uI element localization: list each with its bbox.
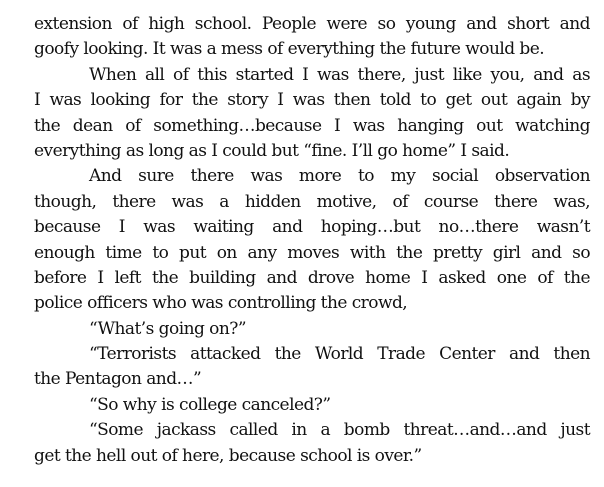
text-line: “Some jackass called in a bomb threat…and…and just: [89, 420, 590, 441]
text-line: “What’s going on?”: [89, 318, 246, 339]
text-line: I was looking for the story I was then told to get out again by: [34, 90, 590, 111]
text-line: because I was waiting and hoping…but no…there wasn’t: [34, 217, 590, 238]
text-line: the dean of something…because I was hanging out watching: [34, 115, 590, 136]
text-line: extension of high school. People were so young and short and: [34, 14, 590, 34]
body-text: [34, 12, 590, 469]
text-line: though, there was a hidden motive, of course there was,: [34, 191, 590, 212]
text-line: get the hell out of here, because school is over.”: [34, 445, 422, 466]
text-line: before I left the building and drove home I asked one of the: [34, 267, 590, 288]
text-line: goofy looking. It was a mess of everything the future would be.: [34, 39, 545, 60]
text-line: And sure there was more to my social observation: [89, 166, 590, 187]
text-line: everything as long as I could but “fine. I’ll go home” I said.: [34, 140, 510, 161]
text-line: enough time to put on any moves with the pretty girl and so: [34, 242, 590, 263]
text-line: the Pentagon and…”: [34, 369, 202, 390]
text-line: police officers who was controlling the crowd,: [34, 293, 408, 314]
text-line: “So why is college canceled?”: [89, 394, 331, 415]
text-line: When all of this started I was there, just like you, and as: [89, 64, 590, 85]
text-line: “Terrorists attacked the World Trade Center and then: [89, 344, 590, 365]
